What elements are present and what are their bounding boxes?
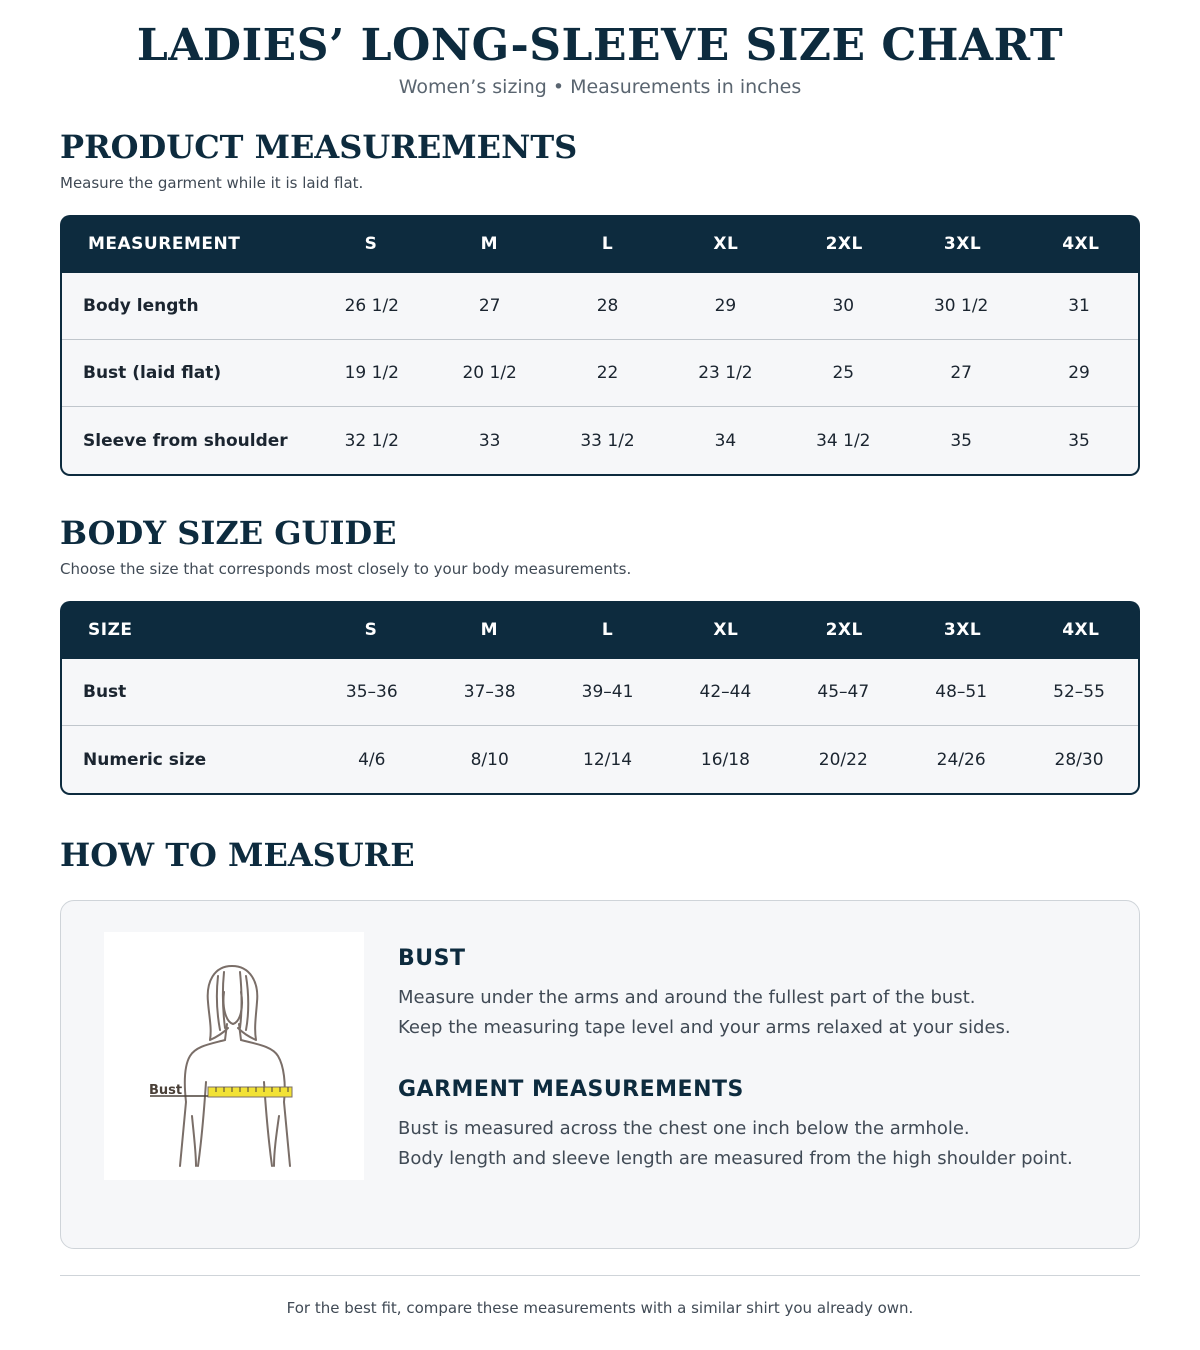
column-header: 2XL (825, 620, 863, 640)
row-label: Sleeve from shoulder (83, 430, 288, 451)
bust-heading: BUST (398, 946, 466, 971)
body-size-guide-table (60, 601, 1140, 795)
table-cell: 37–38 (463, 682, 516, 702)
table-cell: 22 (596, 363, 619, 383)
table-row (62, 273, 1138, 340)
column-header: XL (713, 234, 739, 254)
table-cell: 35 (950, 430, 972, 451)
table-row (62, 407, 1138, 474)
row-label: Bust (laid flat) (83, 363, 222, 383)
footer-divider (60, 1275, 1140, 1276)
table-cell: 28/30 (1054, 749, 1104, 770)
table-cell: 27 (950, 363, 972, 383)
product-measurements-table (60, 215, 1140, 476)
garment-measurements-heading: GARMENT MEASUREMENTS (398, 1077, 744, 1102)
table-cell: 29 (714, 296, 737, 316)
column-header: S (364, 234, 378, 254)
table-cell: 8/10 (470, 749, 509, 770)
column-header: XL (713, 620, 739, 640)
table-cell: 16/18 (700, 749, 750, 770)
table-cell: 23 1/2 (698, 363, 753, 383)
column-header: M (480, 620, 498, 640)
column-header: 4XL (1062, 620, 1100, 640)
page-subtitle: Women’s sizing • Measurements in inches (398, 76, 802, 98)
column-header: L (601, 234, 614, 254)
table-row (62, 340, 1138, 407)
how-to-measure-text (398, 946, 1118, 1174)
product-measurements-title: PRODUCT MEASUREMENTS (60, 128, 578, 166)
table-row (62, 726, 1138, 793)
table-row (62, 659, 1138, 726)
row-label: Numeric size (83, 749, 207, 770)
table-cell: 32 1/2 (344, 430, 399, 451)
table-body (60, 659, 1140, 795)
table-cell: 25 (832, 363, 855, 383)
column-header: 3XL (943, 620, 982, 640)
column-header: 4XL (1062, 234, 1100, 254)
row-label: Body length (83, 296, 199, 316)
table-cell: 29 (1068, 363, 1090, 383)
garment-instruction-line: Body length and sleeve length are measured from the high shoulder point. (398, 1148, 1073, 1169)
column-header: 2XL (825, 234, 863, 254)
bust-instruction-line: Measure under the arms and around the fullest part of the bust. (398, 987, 976, 1008)
table-cell: 28 (596, 296, 619, 316)
table-cell: 26 1/2 (344, 296, 399, 316)
column-header: SIZE (88, 620, 133, 640)
table-cell: 20/22 (818, 749, 868, 770)
table-cell: 33 1/2 (580, 430, 635, 451)
table-header-row (60, 601, 1140, 659)
column-header: MEASUREMENT (88, 234, 241, 254)
row-label: Bust (83, 682, 127, 702)
table-cell: 30 1/2 (933, 296, 989, 316)
table-cell: 31 (1068, 296, 1090, 316)
body-size-guide-title: BODY SIZE GUIDE (60, 514, 397, 552)
table-cell: 33 (478, 430, 501, 451)
table-cell: 42–44 (699, 682, 752, 702)
column-header: M (480, 234, 498, 254)
table-cell: 52–55 (1053, 682, 1105, 702)
column-header: S (364, 620, 378, 640)
product-measurements-description: Measure the garment while it is laid flat. (60, 174, 364, 192)
table-header-row (60, 215, 1140, 273)
how-to-measure-panel (60, 900, 1140, 1249)
column-header: L (601, 620, 614, 640)
footer-note: For the best fit, compare these measurements with a similar shirt you already own. (286, 1299, 914, 1317)
table-cell: 35 (1068, 430, 1090, 451)
table-cell: 30 (832, 296, 855, 316)
table-cell: 34 (714, 430, 737, 451)
how-to-measure-title: HOW TO MEASURE (60, 836, 415, 874)
bust-instruction-line: Keep the measuring tape level and your arms relaxed at your sides. (398, 1017, 1011, 1038)
table-cell: 34 1/2 (816, 430, 871, 451)
body-size-guide-description: Choose the size that corresponds most closely to your body measurements. (60, 560, 632, 578)
page-title: LADIES’ LONG-SLEEVE SIZE CHART (136, 20, 1064, 71)
column-header: 3XL (943, 234, 982, 254)
table-cell: 48–51 (935, 682, 988, 702)
table-cell: 24/26 (936, 749, 986, 770)
table-cell: 12/14 (583, 749, 633, 770)
table-cell: 27 (478, 296, 501, 316)
table-cell: 45–47 (817, 682, 870, 702)
table-cell: 39–41 (581, 682, 634, 702)
table-cell: 4/6 (358, 749, 386, 770)
garment-instruction-line: Bust is measured across the chest one inch below the armhole. (398, 1118, 970, 1139)
illustration-label: Bust (149, 1083, 183, 1098)
table-cell: 35–36 (345, 682, 398, 702)
table-cell: 19 1/2 (344, 363, 399, 383)
table-body (60, 273, 1140, 476)
bust-measure-figure-icon (104, 932, 364, 1180)
table-cell: 20 1/2 (462, 363, 517, 383)
